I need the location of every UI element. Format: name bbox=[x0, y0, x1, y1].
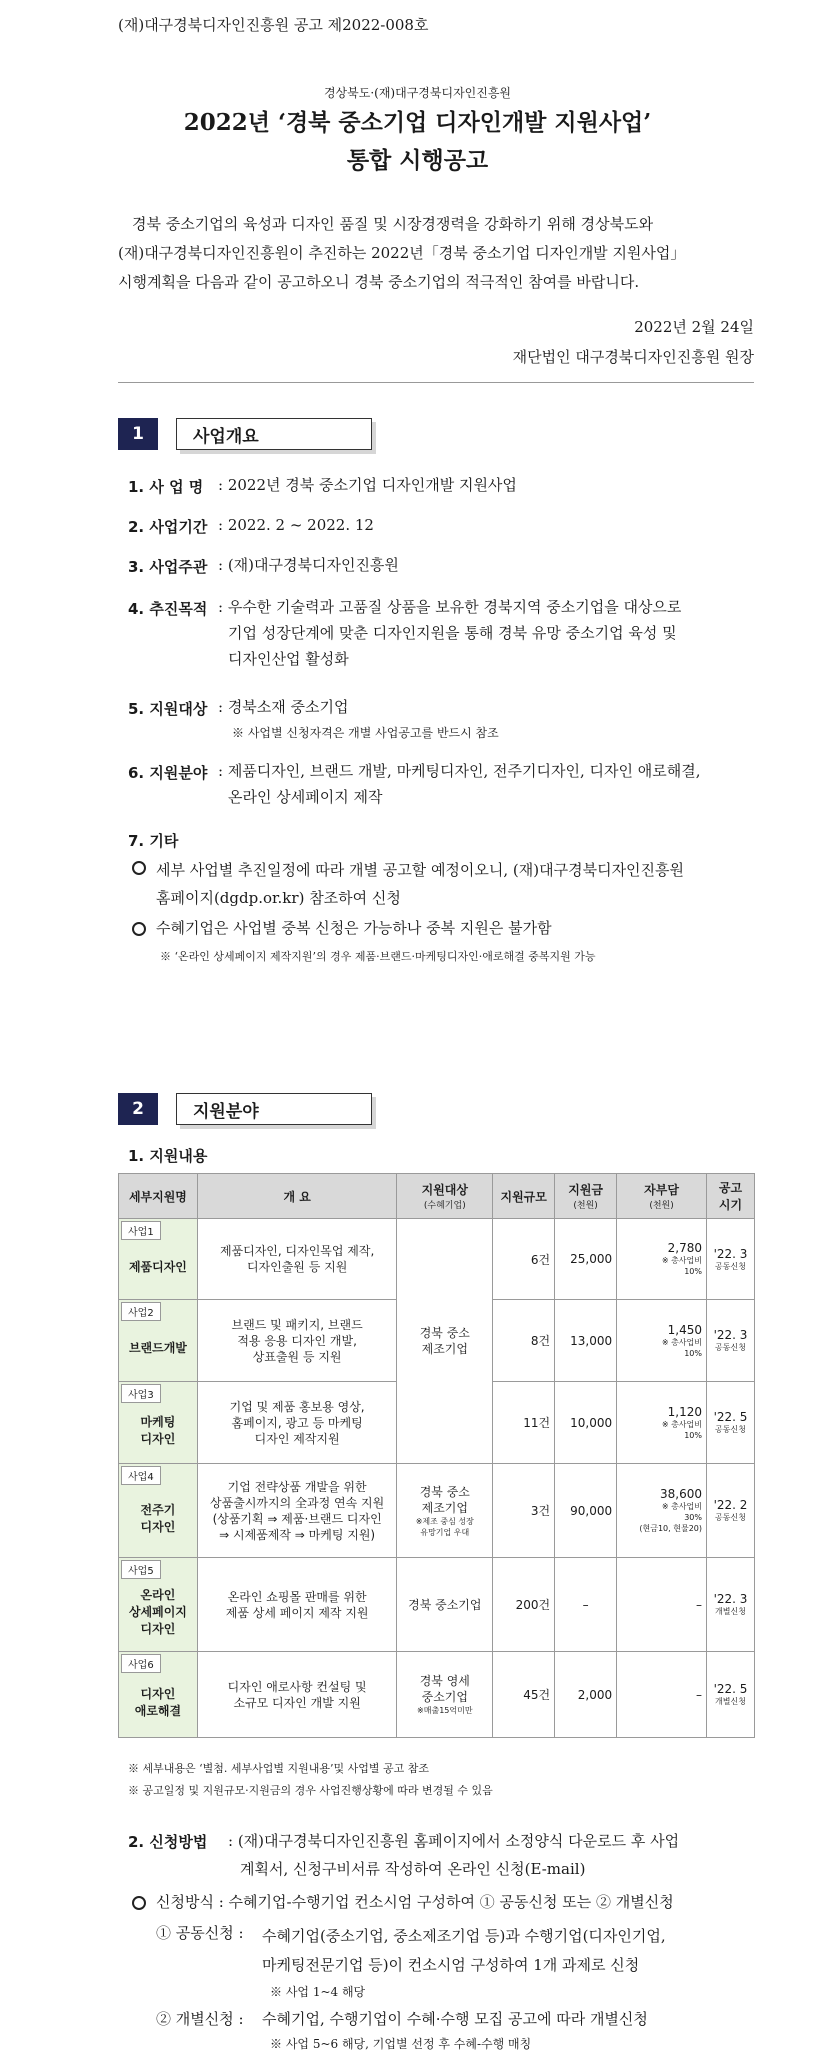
item-value-line: : 제품디자인, 브랜드 개발, 마케팅디자인, 전주기디자인, 디자인 애로해결, bbox=[218, 762, 701, 780]
etc-line: 홈페이지(dgdp.or.kr) 참조하여 신청 bbox=[156, 889, 401, 907]
category-tag: 사업3 bbox=[121, 1384, 161, 1403]
target-line: 제조기업 bbox=[421, 1342, 468, 1356]
time-value: '22. 3 bbox=[713, 1592, 748, 1606]
page-title: 2022년 ‘경북 중소기업 디자인개발 지원사업’ bbox=[183, 109, 652, 136]
item-label: 1. 사 업 명 bbox=[128, 478, 204, 496]
apply-line: 계획서, 신청구비서류 작성하여 온라인 신청(E-mail) bbox=[240, 1860, 586, 1878]
desc-line: 제품 상세 페이지 제작 지원 bbox=[225, 1605, 369, 1620]
table-note: ※ 세부내용은 ‘별첨. 세부사업별 지원내용’및 사업별 공고 참조 bbox=[128, 1762, 429, 1775]
table-row bbox=[119, 1464, 755, 1558]
time-value: '22. 3 bbox=[713, 1246, 748, 1261]
time-cell bbox=[707, 1219, 755, 1300]
table-row bbox=[119, 1652, 755, 1738]
item-value-line: 디자인산업 활성화 bbox=[228, 650, 349, 668]
time-note: 공동신청 bbox=[715, 1513, 746, 1522]
category-tag: 사업5 bbox=[121, 1560, 161, 1579]
col-header-text: 시기 bbox=[718, 1198, 743, 1212]
notice-date: 2022년 2월 24일 bbox=[634, 318, 754, 336]
apply-line: : (재)대구경북디자인진흥원 홈페이지에서 소정양식 다운로드 후 사업 bbox=[228, 1832, 680, 1850]
col-header-sub: (수혜기업) bbox=[423, 1201, 466, 1211]
desc-line: 기업 및 제품 홍보용 영상, bbox=[229, 1399, 365, 1414]
apply-text bbox=[228, 1827, 679, 1883]
desc-line: 디자인 애로사항 컨설팅 및 bbox=[227, 1679, 367, 1694]
grant-cell: 13,000 bbox=[555, 1300, 617, 1382]
table-note: ※ 공고일정 및 지원규모·지원금의 경우 사업진행상황에 따라 변경될 수 있음 bbox=[128, 1784, 493, 1797]
scale-cell: 11건 bbox=[493, 1382, 555, 1464]
time-value: '22. 5 bbox=[713, 1410, 748, 1424]
self-cell: – bbox=[617, 1652, 707, 1738]
indiv-text: 수혜기업, 수행기업이 수혜·수행 모집 공고에 따라 개별신청 bbox=[262, 2010, 648, 2028]
indiv-note: ※ 사업 5~6 해당, 기업별 선정 후 수혜-수행 매칭 bbox=[270, 2037, 532, 2051]
self-value: 1,450 bbox=[667, 1322, 702, 1337]
item-value bbox=[218, 594, 681, 672]
circle-bullet-icon bbox=[132, 861, 146, 875]
col-header-sub: (천원) bbox=[573, 1201, 598, 1211]
grant-cell: 10,000 bbox=[555, 1382, 617, 1464]
time-cell bbox=[707, 1652, 755, 1738]
item-note: ※ 사업별 신청자격은 개별 사업공고를 반드시 참조 bbox=[232, 726, 499, 740]
scale-cell: 3건 bbox=[493, 1464, 555, 1558]
page-subtitle: 통합 시행공고 bbox=[346, 147, 489, 174]
category-name: 디자인 bbox=[140, 1622, 176, 1636]
time-note: 개별신청 bbox=[715, 1697, 746, 1706]
target-line: 경북 중소 bbox=[419, 1484, 470, 1499]
category-name: 디자인 bbox=[140, 1686, 176, 1701]
self-cell: – bbox=[617, 1558, 707, 1652]
self-note: 10% bbox=[684, 1430, 702, 1440]
target-cell bbox=[397, 1652, 493, 1738]
joint-text bbox=[262, 1922, 666, 1980]
target-line: 경북 영세 bbox=[419, 1674, 470, 1688]
time-note: 공동신청 bbox=[715, 1343, 746, 1352]
self-value: 38,600 bbox=[660, 1487, 702, 1501]
time-note: 공동신청 bbox=[715, 1425, 746, 1434]
self-value: 1,120 bbox=[667, 1404, 702, 1419]
category-name: 마케팅 bbox=[140, 1414, 176, 1429]
item-label: 3. 사업주관 bbox=[128, 558, 208, 576]
category-name: 디자인 bbox=[140, 1519, 176, 1534]
time-note: 개별신청 bbox=[715, 1607, 746, 1616]
target-cell bbox=[397, 1464, 493, 1558]
grant-cell: 2,000 bbox=[555, 1652, 617, 1738]
section-title: 사업개요 bbox=[176, 418, 372, 450]
etc-line: 세부 사업별 추진일정에 따라 개별 공고할 예정이오니, (재)대구경북디자인진흥원 bbox=[156, 861, 685, 879]
self-cell bbox=[617, 1464, 707, 1558]
intro-line: (재)대구경북디자인진흥원이 추진하는 2022년「경북 중소기업 디자인개발 지원사업」 bbox=[118, 244, 686, 262]
intro-line: 경북 중소기업의 육성과 디자인 품질 및 시장경쟁력을 강화하기 위해 경상북도와 bbox=[132, 215, 654, 233]
self-note: 10% bbox=[684, 1348, 702, 1358]
target-note: ※매출15억미만 bbox=[417, 1706, 473, 1715]
col-header-text: 지원대상 bbox=[421, 1183, 468, 1197]
desc-line: (상품기획 ⇒ 제품·브랜드 디자인 bbox=[212, 1511, 382, 1526]
etc-bullet-1 bbox=[156, 856, 684, 912]
category-name: 디자인 bbox=[140, 1431, 176, 1446]
self-cell bbox=[617, 1300, 707, 1382]
col-header bbox=[555, 1174, 617, 1219]
joint-label: ① 공동신청 : bbox=[156, 1924, 244, 1942]
time-note: 공동신청 bbox=[715, 1261, 746, 1271]
desc-line: 제품디자인, 디자인목업 제작, bbox=[219, 1244, 375, 1258]
item-value: : 2022. 2 ~ 2022. 12 bbox=[218, 516, 374, 534]
target-line: 제조기업 bbox=[421, 1500, 468, 1515]
col-header bbox=[617, 1174, 707, 1219]
target-line: 경북 중소 bbox=[419, 1326, 470, 1340]
table-row bbox=[119, 1219, 755, 1300]
desc-line: 디자인 제작지원 bbox=[254, 1431, 340, 1446]
desc-line: 상품출시까지의 全과정 연속 지원 bbox=[210, 1495, 385, 1510]
col-header-text: 지원금 bbox=[568, 1183, 604, 1197]
notice-number: (재)대구경북디자인진흥원 공고 제2022-008호 bbox=[118, 16, 429, 34]
signature: 재단법인 대구경북디자인진흥원 원장 bbox=[512, 348, 754, 366]
category-name: 상세페이지 bbox=[128, 1605, 187, 1619]
desc-cell bbox=[197, 1219, 397, 1300]
intro-text bbox=[118, 210, 758, 297]
apply-label: 2. 신청방법 bbox=[128, 1833, 208, 1851]
category-name: 전주기 bbox=[140, 1502, 176, 1517]
item-label: 7. 기타 bbox=[128, 832, 179, 850]
category-name: 애로해결 bbox=[134, 1703, 182, 1718]
self-note: ※ 총사업비 bbox=[661, 1419, 702, 1429]
desc-line: 적용 응용 디자인 개발, bbox=[237, 1333, 357, 1348]
category-cell bbox=[119, 1652, 198, 1738]
self-note: ※ 총사업비 bbox=[661, 1256, 702, 1265]
etc-note: ※ ‘온라인 상세페이지 제작지원’의 경우 제품·브랜드·마케팅디자인·애로해결 중복지원 가능 bbox=[160, 950, 596, 963]
col-header bbox=[397, 1174, 493, 1219]
category-cell bbox=[119, 1219, 198, 1300]
desc-cell bbox=[197, 1300, 397, 1382]
scale-cell: 6건 bbox=[493, 1219, 555, 1300]
target-note: 유망기업 우대 bbox=[420, 1527, 470, 1537]
circle-bullet-icon bbox=[132, 1896, 146, 1910]
col-header-sub: (천원) bbox=[649, 1201, 674, 1211]
target-cell bbox=[397, 1219, 493, 1464]
item-value-line: 기업 성장단계에 맞춘 디자인지원을 통해 경북 유망 중소기업 육성 및 bbox=[228, 624, 677, 642]
item-label: 5. 지원대상 bbox=[128, 700, 208, 718]
category-tag: 사업2 bbox=[121, 1302, 161, 1321]
self-note: (현금10, 현물20) bbox=[639, 1524, 702, 1533]
col-header: 개 요 bbox=[197, 1174, 397, 1219]
col-header-text: 공고 bbox=[718, 1181, 743, 1195]
time-cell bbox=[707, 1382, 755, 1464]
desc-line: 홈페이지, 광고 등 마케팅 bbox=[231, 1415, 363, 1430]
desc-line: 브랜드 및 패키지, 브랜드 bbox=[231, 1317, 363, 1332]
item-label: 2. 사업기간 bbox=[128, 518, 208, 536]
category-name: 온라인 bbox=[140, 1588, 176, 1602]
support-table bbox=[118, 1173, 755, 1738]
self-cell bbox=[617, 1382, 707, 1464]
desc-line: ⇒ 시제품제작 ⇒ 마케팅 지원) bbox=[219, 1527, 376, 1542]
etc-bullet-2: 수혜기업은 사업별 중복 신청은 가능하나 중복 지원은 불가함 bbox=[156, 919, 552, 937]
section-title: 지원분야 bbox=[176, 1093, 372, 1125]
grant-cell: – bbox=[555, 1558, 617, 1652]
self-note: 10% bbox=[684, 1267, 702, 1276]
target-cell: 경북 중소기업 bbox=[397, 1558, 493, 1652]
scale-cell: 8건 bbox=[493, 1300, 555, 1382]
section-number: 1 bbox=[118, 418, 158, 450]
desc-line: 디자인출원 등 지원 bbox=[246, 1260, 348, 1274]
desc-line: 상표출원 등 지원 bbox=[252, 1349, 342, 1364]
intro-line: 시행계획을 다음과 같이 공고하오니 경북 중소기업의 적극적인 참여를 바랍니다. bbox=[118, 273, 640, 291]
category-cell bbox=[119, 1558, 198, 1652]
time-cell bbox=[707, 1464, 755, 1558]
category-name: 제품디자인 bbox=[128, 1259, 187, 1274]
subsection-title: 1. 지원내용 bbox=[128, 1147, 208, 1165]
table-header-row bbox=[119, 1174, 755, 1219]
col-header: 세부지원명 bbox=[119, 1174, 198, 1219]
self-note: ※ 총사업비 bbox=[661, 1502, 702, 1511]
target-note: ※제조 중심 성장 bbox=[415, 1516, 474, 1526]
scale-cell: 200건 bbox=[493, 1558, 555, 1652]
desc-cell bbox=[197, 1652, 397, 1738]
category-cell bbox=[119, 1300, 198, 1382]
time-value: '22. 2 bbox=[713, 1498, 748, 1512]
desc-cell bbox=[197, 1464, 397, 1558]
grant-cell: 90,000 bbox=[555, 1464, 617, 1558]
item-value: : (재)대구경북디자인진흥원 bbox=[218, 556, 399, 574]
item-value-line: : 우수한 기술력과 고품질 상품을 보유한 경북지역 중소기업을 대상으로 bbox=[218, 598, 682, 616]
time-value: '22. 5 bbox=[713, 1682, 748, 1696]
item-value: : 2022년 경북 중소기업 디자인개발 지원사업 bbox=[218, 476, 517, 494]
category-cell bbox=[119, 1464, 198, 1558]
apply-method: 신청방식 : 수혜기업-수행기업 컨소시엄 구성하여 ① 공동신청 또는 ② 개별신청 bbox=[156, 1893, 674, 1911]
category-tag: 사업4 bbox=[121, 1466, 161, 1485]
desc-line: 온라인 쇼핑몰 판매를 위한 bbox=[227, 1589, 367, 1604]
col-header: 지원규모 bbox=[493, 1174, 555, 1219]
self-note: 30% bbox=[684, 1513, 702, 1522]
item-value-line: 온라인 상세페이지 제작 bbox=[228, 788, 383, 806]
col-header bbox=[707, 1174, 755, 1219]
desc-line: 소규모 디자인 개발 지원 bbox=[233, 1695, 361, 1710]
time-value: '22. 3 bbox=[713, 1328, 748, 1342]
joint-line: 마케팅전문기업 등)이 컨소시엄 구성하여 1개 과제로 신청 bbox=[262, 1956, 640, 1974]
issuer: 경상북도·(재)대구경북디자인진흥원 bbox=[323, 86, 512, 100]
indiv-label: ② 개별신청 : bbox=[156, 2010, 244, 2028]
joint-line: 수혜기업(중소기업, 중소제조기업 등)과 수행기업(디자인기업, bbox=[262, 1927, 666, 1945]
joint-note: ※ 사업 1~4 해당 bbox=[270, 1985, 366, 1999]
grant-cell: 25,000 bbox=[555, 1219, 617, 1300]
item-label: 6. 지원분야 bbox=[128, 764, 208, 782]
category-name: 브랜드개발 bbox=[128, 1341, 187, 1355]
divider bbox=[118, 382, 754, 383]
category-tag: 사업6 bbox=[121, 1654, 161, 1673]
target-line: 중소기업 bbox=[421, 1690, 468, 1704]
category-tag: 사업1 bbox=[121, 1221, 161, 1240]
self-note: ※ 총사업비 bbox=[661, 1337, 702, 1347]
col-header-text: 자부담 bbox=[644, 1183, 679, 1197]
desc-cell bbox=[197, 1558, 397, 1652]
time-cell bbox=[707, 1300, 755, 1382]
item-label: 4. 추진목적 bbox=[128, 600, 208, 618]
desc-cell bbox=[197, 1382, 397, 1464]
self-cell bbox=[617, 1219, 707, 1300]
time-cell bbox=[707, 1558, 755, 1652]
category-cell bbox=[119, 1382, 198, 1464]
circle-bullet-icon bbox=[132, 922, 146, 936]
item-value bbox=[218, 758, 700, 810]
table-row bbox=[119, 1558, 755, 1652]
section-number: 2 bbox=[118, 1093, 158, 1125]
desc-line: 기업 전략상품 개발을 위한 bbox=[227, 1479, 367, 1494]
item-value: : 경북소재 중소기업 bbox=[218, 698, 349, 716]
scale-cell: 45건 bbox=[493, 1652, 555, 1738]
self-value: 2,780 bbox=[667, 1241, 702, 1255]
